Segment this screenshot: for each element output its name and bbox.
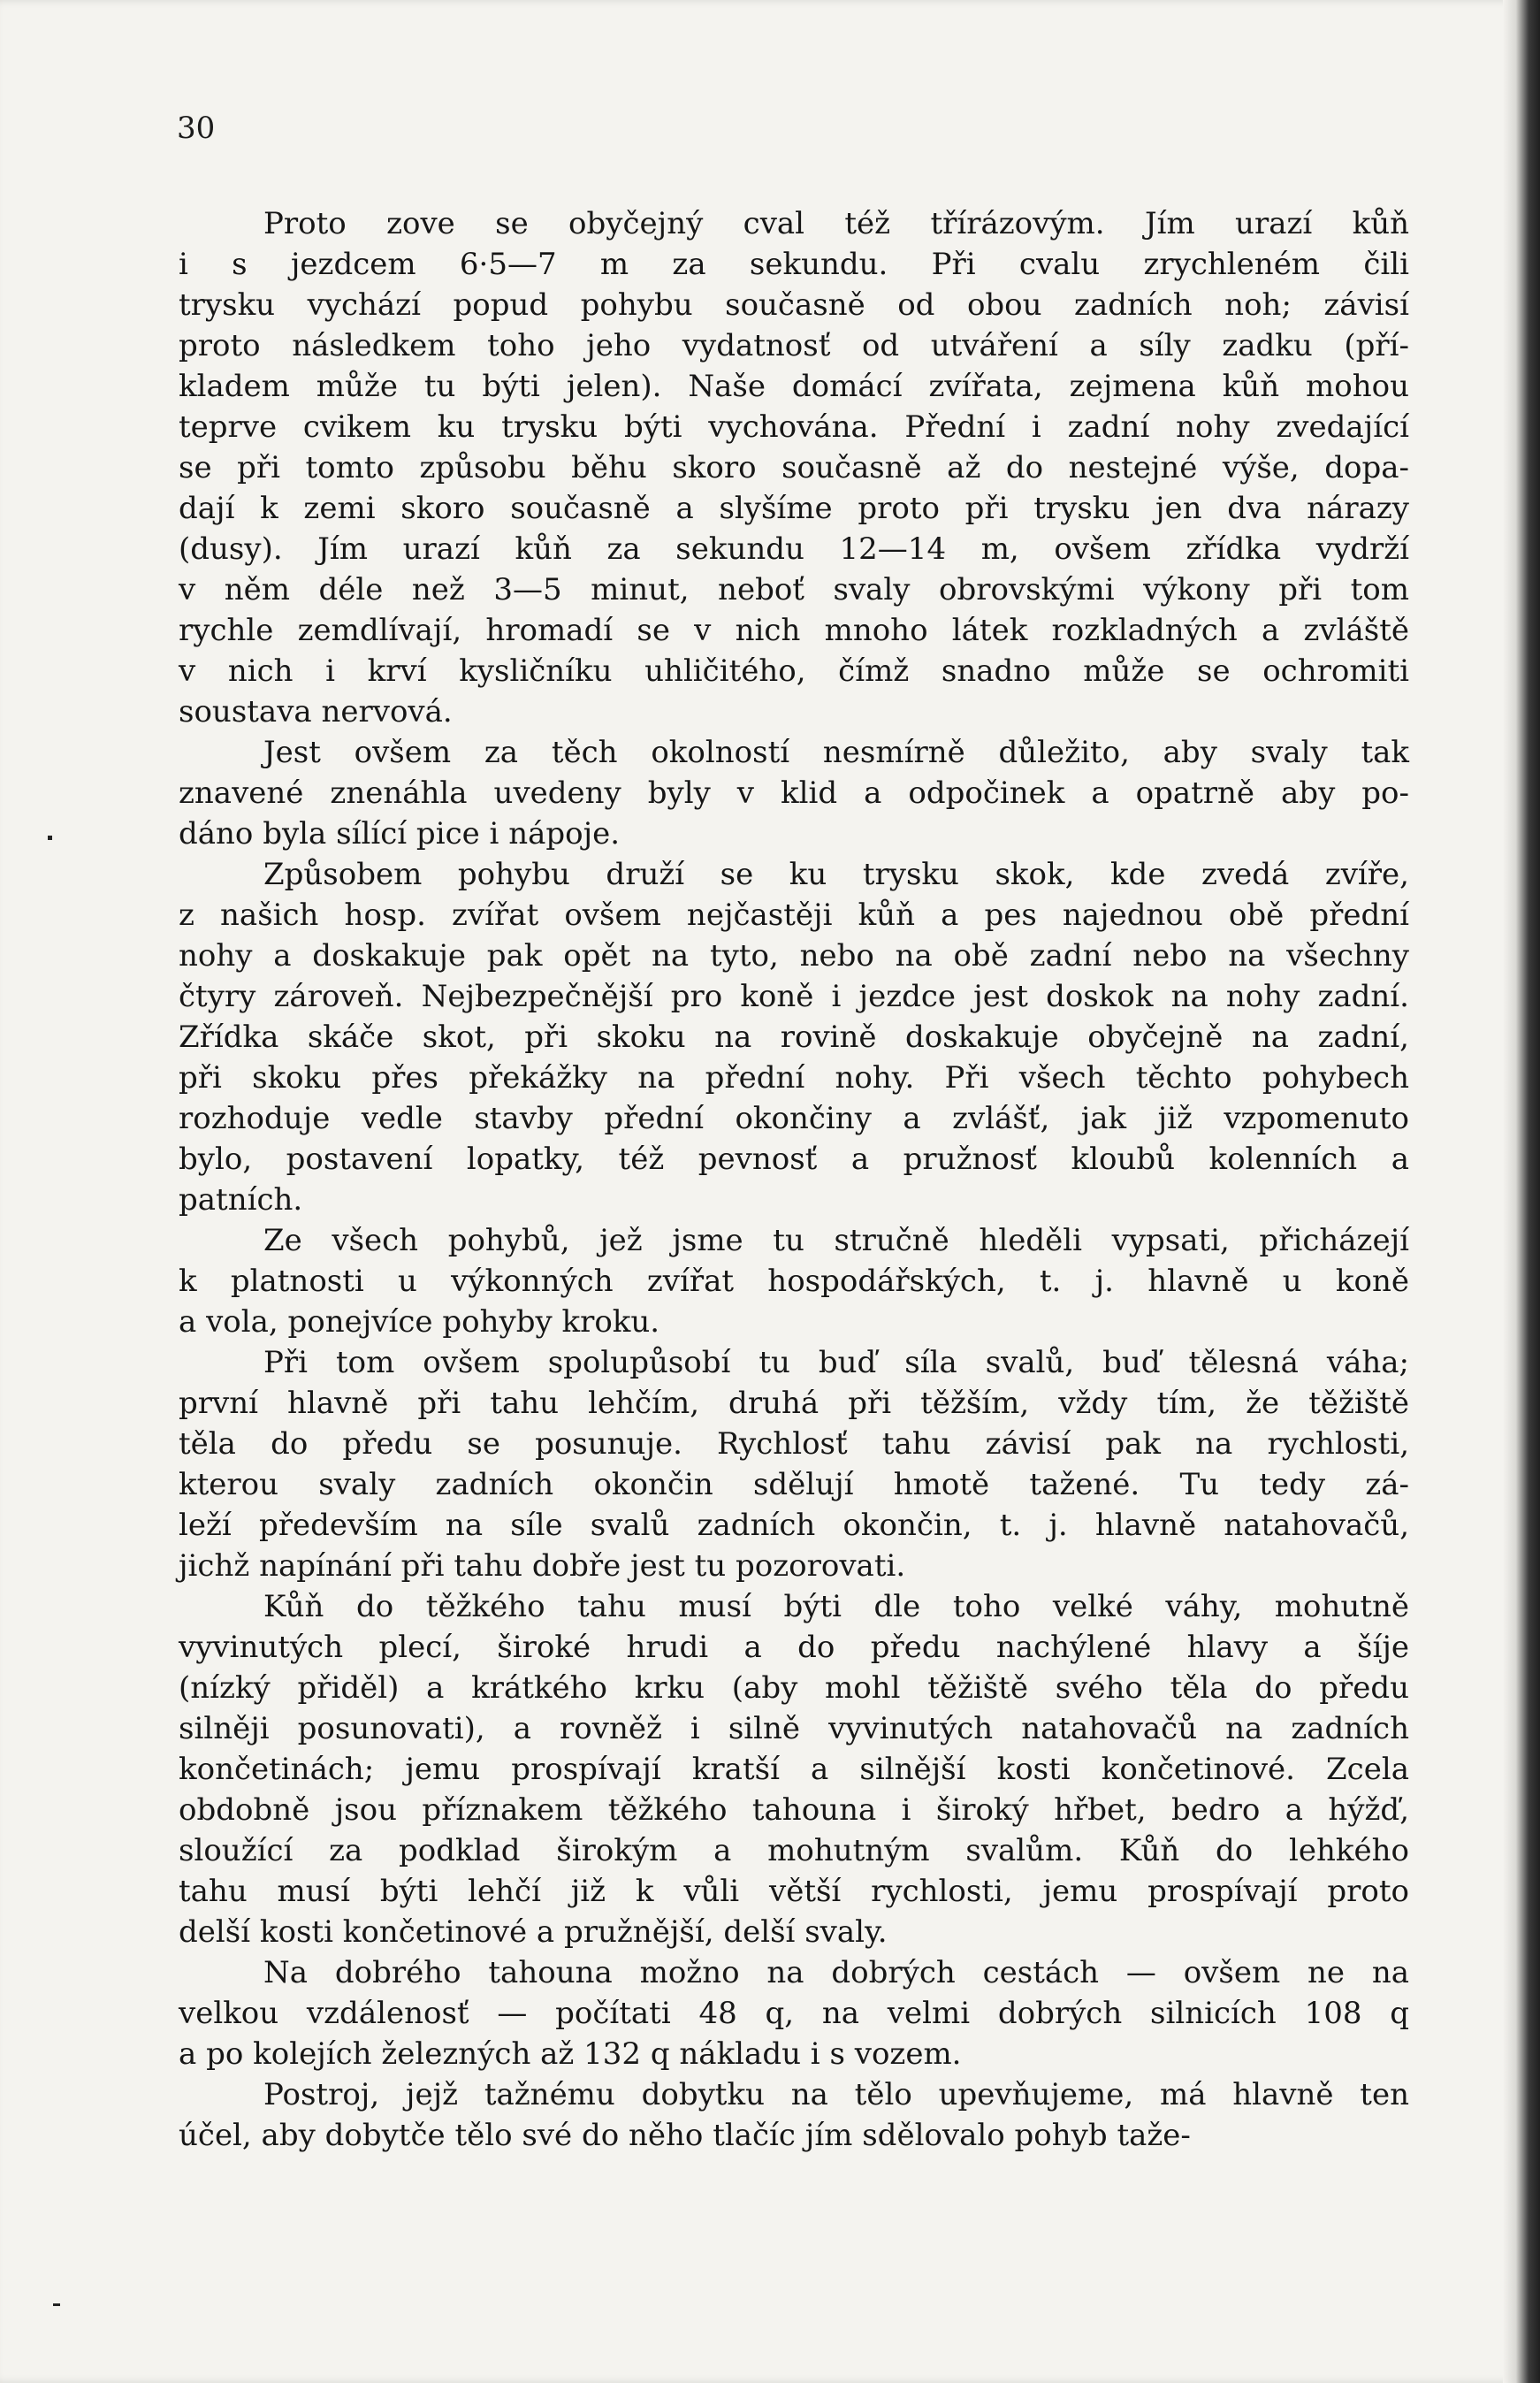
text-line: znavené znenáhla uvedeny byly v klid a odpočinek a opatrně aby po- <box>179 775 1409 811</box>
paragraph <box>179 2074 1409 2156</box>
paragraph <box>179 1342 1409 1586</box>
text-line: (dusy). Jím urazí kůň za sekundu 12—14 m, ovšem zřídka vydrží <box>179 531 1409 567</box>
text-line: Kůň do těžkého tahu musí býti dle toho velké váhy, mohutně <box>263 1589 1409 1624</box>
page-number: 30 <box>177 111 216 146</box>
text-line: v nich i krví kysličníku uhličitého, čímž snadno může se ochromiti <box>179 653 1409 689</box>
text-line: těla do předu se posunuje. Rychlosť tahu závisí pak na rychlosti, <box>179 1426 1409 1462</box>
text-line: jichž napínání při tahu dobře jest tu pozorovati. <box>179 1548 906 1584</box>
text-line: rychle zemdlívají, hromadí se v nich mnoho látek rozkladných a zvláště <box>179 613 1409 648</box>
text-line: Postroj, jejž tažnému dobytku na tělo upevňujeme, má hlavně ten <box>263 2077 1409 2112</box>
text-line: Jest ovšem za těch okolností nesmírně důležito, aby svaly tak <box>263 735 1409 770</box>
text-line: vyvinutých plecí, široké hrudi a do předu nachýlené hlavy a šíje <box>179 1630 1409 1665</box>
text-line: čtyry zároveň. Nejbezpečnější pro koně i jezdce jest doskok na nohy zadní. <box>179 979 1409 1014</box>
text-line: bylo, postavení lopatky, též pevnosť a pružnosť kloubů kolenních a <box>179 1142 1409 1177</box>
text-line: první hlavně při tahu lehčím, druhá při těžším, vždy tím, že těžiště <box>179 1386 1409 1421</box>
paragraph <box>179 1952 1409 2074</box>
text-line: rozhoduje vedle stavby přední okončiny a zvlášť, jak již vzpomenuto <box>179 1101 1409 1136</box>
text-line: při skoku přes překážky na přední nohy. Při všech těchto pohybech <box>179 1060 1409 1096</box>
text-line: soustava nervová. <box>179 694 453 729</box>
text-line: Proto zove se obyčejný cval též třírázovým. Jím urazí kůň <box>263 206 1409 241</box>
text-line: Způsobem pohybu druží se ku trysku skok, kde zvedá zvíře, <box>263 857 1409 892</box>
paragraph <box>179 854 1409 1220</box>
text-line: dají k zemi skoro současně a slyšíme proto při trysku jen dva nárazy <box>179 491 1409 526</box>
paragraph <box>179 203 1409 732</box>
text-line: dáno byla sílící pice i nápoje. <box>179 816 621 852</box>
text-line: tahu musí býti lehčí již k vůli větší rychlosti, jemu prospívají proto <box>179 1874 1409 1909</box>
text-line: patních. <box>179 1182 303 1218</box>
text-line: teprve cvikem ku trysku býti vychována. Přední i zadní nohy zvedající <box>179 409 1409 445</box>
text-line: obdobně jsou příznakem těžkého tahouna i široký hřbet, bedro a hýžď, <box>179 1792 1409 1828</box>
text-line: a vola, ponejvíce pohyby kroku. <box>179 1304 660 1340</box>
text-line: z našich hosp. zvířat ovšem nejčastěji kůň a pes najednou obě přední <box>179 897 1409 933</box>
text-line: sloužící za podklad širokým a mohutným svalům. Kůň do lehkého <box>179 1833 1409 1868</box>
text-line: silněji posunovati), a rovněž i silně vyvinutých natahovačů na zadních <box>179 1711 1409 1746</box>
page-edge-shadow <box>1503 0 1540 2383</box>
text-line: kladem může tu býti jelen). Naše domácí zvířata, zejmena kůň mohou <box>179 369 1409 404</box>
text-line: kterou svaly zadních okončin sdělují hmotě tažené. Tu tedy zá- <box>179 1467 1409 1502</box>
text-line: proto následkem toho jeho vydatnosť od utváření a síly zadku (pří- <box>179 328 1409 363</box>
paragraph <box>179 1220 1409 1342</box>
paragraph <box>179 732 1409 854</box>
margin-mark <box>53 2303 60 2306</box>
text-line: v něm déle než 3—5 minut, neboť svaly obrovskými výkony při tom <box>179 572 1409 607</box>
text-line: Zřídka skáče skot, při skoku na rovině doskakuje obyčejně na zadní, <box>179 1020 1409 1055</box>
text-line: k platnosti u výkonných zvířat hospodářských, t. j. hlavně u koně <box>179 1264 1409 1299</box>
margin-mark <box>48 836 52 840</box>
text-line: a po kolejích železných až 132 q nákladu i s vozem. <box>179 2036 962 2072</box>
text-line: Ze všech pohybů, jež jsme tu stručně hleděli vypsati, přicházejí <box>263 1223 1409 1258</box>
text-line: účel, aby dobytče tělo své do něho tlačíc jím sdělovalo pohyb taže- <box>179 2118 1191 2153</box>
text-line: trysku vychází popud pohybu současně od obou zadních noh; závisí <box>179 287 1409 323</box>
text-line: nohy a doskakuje pak opět na tyto, nebo na obě zadní nebo na všechny <box>179 938 1409 974</box>
text-line: Při tom ovšem spolupůsobí tu buď síla svalů, buď tělesná váha; <box>263 1345 1409 1380</box>
body-text <box>179 203 1409 2156</box>
text-line: se při tomto způsobu běhu skoro současně až do nestejné výše, dopa- <box>179 450 1409 485</box>
text-line: Na dobrého tahouna možno na dobrých cestách — ovšem ne na <box>263 1955 1409 1990</box>
text-line: velkou vzdálenosť — počítati 48 q, na velmi dobrých silnicích 108 q <box>179 1996 1409 2031</box>
text-line: i s jezdcem 6·5—7 m za sekundu. Při cvalu zrychleném čili <box>179 247 1409 282</box>
text-line: (nízký přiděl) a krátkého krku (aby mohl těžiště svého těla do předu <box>179 1670 1409 1706</box>
text-line: delší kosti končetinové a pružnější, delší svaly. <box>179 1914 888 1950</box>
text-line: končetinách; jemu prospívají kratší a silnější kosti končetinové. Zcela <box>179 1752 1409 1787</box>
paragraph <box>179 1586 1409 1952</box>
text-line: leží především na síle svalů zadních okončin, t. j. hlavně natahovačů, <box>179 1508 1409 1543</box>
